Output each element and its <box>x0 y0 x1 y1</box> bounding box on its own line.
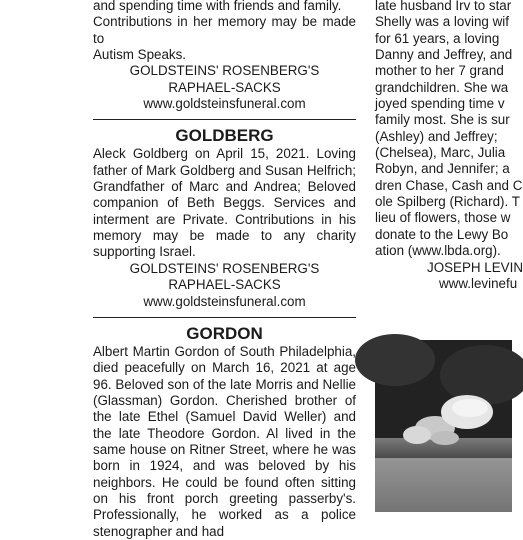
funeral-home-url: www.goldsteinsfuneral.com <box>143 96 306 112</box>
right-text-line: family most. She is sur <box>375 112 510 128</box>
right-text-line: grandchildren. She wa <box>375 79 509 95</box>
obituary-intro-line-1: and spending time with friends and family. <box>93 0 342 13</box>
right-text-line: ole Spilberg (Richard). T <box>375 194 520 210</box>
right-text-line: lieu of flowers, those w <box>375 210 511 226</box>
right-text-line: donate to the Lewy Bo <box>375 226 509 242</box>
right-text-line: joyed spending time v <box>375 96 505 112</box>
right-text-line: (Chelsea), Marc, Julia <box>375 145 506 161</box>
funeral-home-name-1: GOLDSTEINS' ROSENBERG'S <box>129 63 320 79</box>
right-text-line: Robyn, and Jennifer; a <box>375 161 510 177</box>
funeral-home-url: www.levinefu <box>439 275 518 291</box>
funeral-home-name: JOSEPH LEVIN <box>427 259 523 275</box>
obituary-name-goldberg: GOLDBERG <box>175 126 274 146</box>
right-text-line: mother to her 7 grand <box>375 63 504 79</box>
obituary-text-gordon: Albert Martin Gordon of South Philadelphia, died peacefully on March 16, 2021 at age 96. Beloved son of the late Morris and Nellie (Glassman) Gordon. Cherished brother of the late Ethel (Samuel David Weller) and the late Theodore Gordon. Al lived in the same house on Ritner Street, where he was born in 1924, and was beloved by his neighbors. He could be found often sitting on his front porch greeting passerby's. Professionally, he worked as a police stenographer and had <box>93 343 356 539</box>
divider <box>93 317 356 318</box>
obituary-intro-line-3: Autism Speaks. <box>93 47 187 63</box>
funeral-home-name-2: RAPHAEL-SACKS <box>168 277 281 293</box>
right-text-line: late husband Irv to star <box>375 0 512 13</box>
right-text-line: ation (www.lbda.org). <box>375 243 501 259</box>
right-column <box>375 0 523 292</box>
funeral-home-name-1: GOLDSTEINS' ROSENBERG'S <box>129 260 320 276</box>
obituary-text-goldberg: Aleck Goldberg on April 15, 2021. Loving father of Mark Goldberg and Susan Helfrich; Grandfather of Marc and Andrea; Beloved companion of Beth Beggs. Services and interment are Private. Contributions in his memory may be made to any charity supporting Israel. <box>93 146 356 260</box>
left-column <box>93 0 356 540</box>
right-text-line: for 61 years, a loving <box>375 30 500 46</box>
funeral-home-name-2: RAPHAEL-SACKS <box>168 79 281 95</box>
funeral-home-url: www.goldsteinsfuneral.com <box>143 293 306 309</box>
right-text-line: Shelly was a loving wif <box>375 14 509 30</box>
memorial-stones-photo <box>375 340 512 512</box>
right-text-line: dren Chase, Cash and C <box>375 177 523 193</box>
obituary-name-gordon: GORDON <box>186 323 263 343</box>
divider <box>93 119 356 120</box>
right-text-line: (Ashley) and Jeffrey; <box>375 128 498 144</box>
obituary-intro-line-2: Contributions in her memory may be made to <box>93 14 356 46</box>
right-text-line: Danny and Jeffrey, and <box>375 47 513 63</box>
memorial-stones-image <box>375 340 512 512</box>
